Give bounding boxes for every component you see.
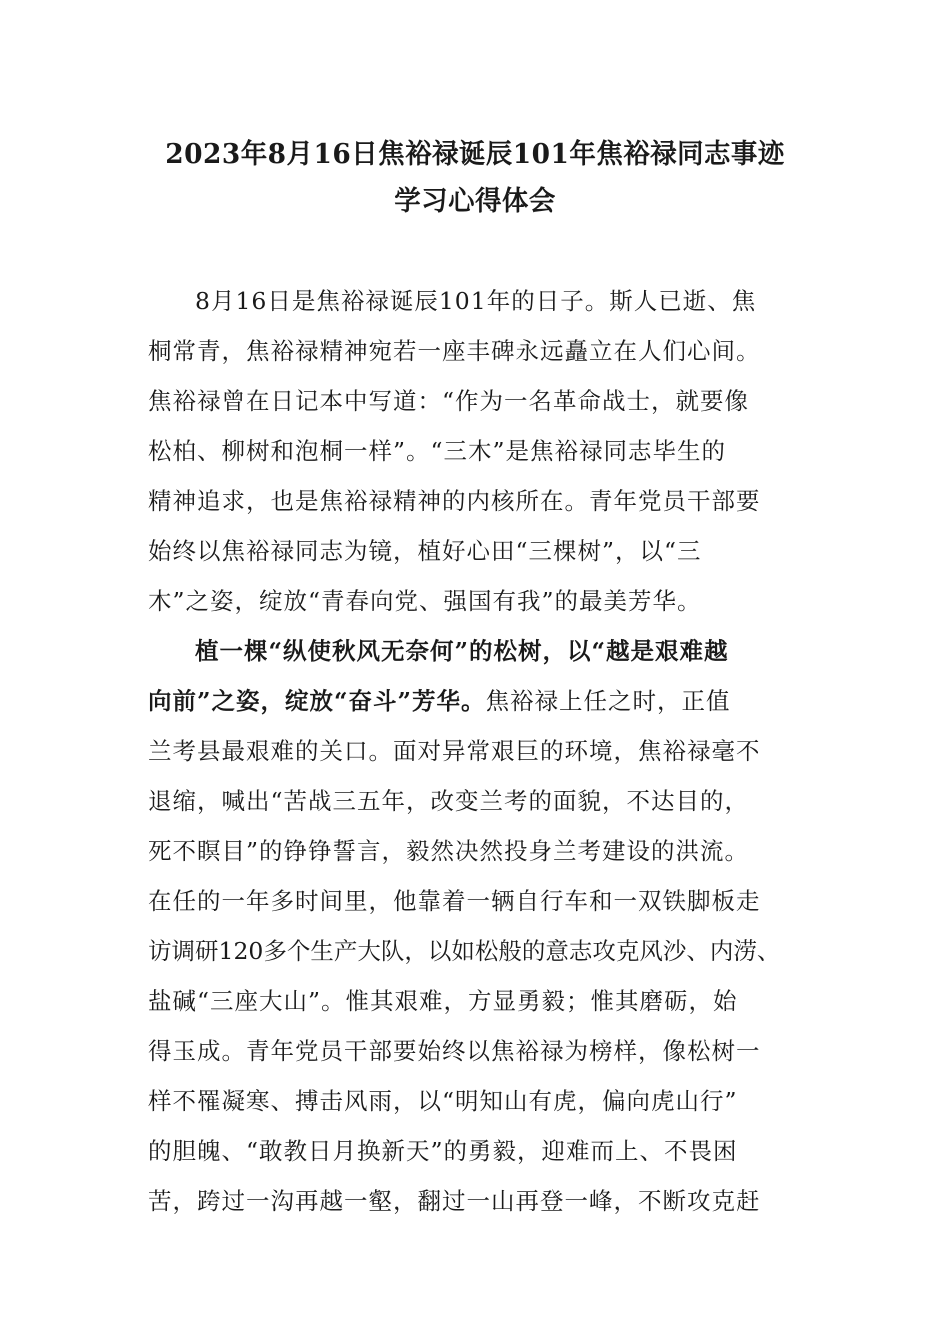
paragraph-2-line-6: 在任的一年多时间里，他靠着一辆自行车和一双铁脚板走: [148, 887, 761, 915]
paragraph-2-line-5: 死不瞑目”的铮铮誓言，毅然决然投身兰考建设的洪流。: [148, 837, 750, 865]
paragraph-1-line-3: 焦裕禄曾在日记本中写道：“作为一名革命战士，就要像: [148, 387, 750, 415]
paragraph-1-line-6: 始终以焦裕禄同志为镜，植好心田“三棵树”，以“三: [148, 537, 702, 565]
paragraph-2-line-2: [148, 684, 731, 718]
paragraph-2-line-7: 访调研120多个生产大队，以如松般的意志攻克风沙、内涝、: [148, 937, 781, 965]
paragraph-2-line-2-text: 焦裕禄上任之时，正值: [485, 687, 731, 715]
paragraph-1-line-7: 木”之姿，绽放“青春向党、强国有我”的最美芳华。: [148, 587, 702, 615]
paragraph-2-line-4: 退缩，喊出“苦战三五年，改变兰考的面貌，不达目的，: [148, 787, 750, 815]
paragraph-2-heading-line-1: 植一棵“纵使秋风无奈何”的松树，以“越是艰难越: [195, 637, 729, 665]
paragraph-2-heading-line-2: 向前”之姿，绽放“奋斗”芳华。: [148, 687, 486, 715]
paragraph-2-line-9: 得玉成。青年党员干部要始终以焦裕禄为榜样，像松树一: [148, 1037, 761, 1065]
document-title-line-1: 2023年8月16日焦裕禄诞辰101年焦裕禄同志事迹: [165, 139, 785, 170]
paragraph-2-line-8: 盐碱“三座大山”。惟其艰难，方显勇毅；惟其磨砺，始: [148, 987, 738, 1015]
paragraph-2-line-3: 兰考县最艰难的关口。面对异常艰巨的环境，焦裕禄毫不: [148, 737, 761, 765]
document-title-line-2: 学习心得体会: [394, 186, 556, 217]
paragraph-2-line-11: 的胆魄、“敢教日月换新天”的勇毅，迎难而上、不畏困: [148, 1137, 738, 1165]
paragraph-1-line-4: 松柏、柳树和泡桐一样”。“三木”是焦裕禄同志毕生的: [148, 437, 727, 465]
paragraph-2-line-10: 样不罹凝寒、搏击风雨，以“明知山有虎，偏向虎山行”: [148, 1087, 738, 1115]
paragraph-1-line-1: 8月16日是焦裕禄诞辰101年的日子。斯人已逝、焦: [195, 287, 757, 315]
paragraph-1-line-2: 桐常青，焦裕禄精神宛若一座丰碑永远矗立在人们心间。: [148, 337, 761, 365]
paragraph-1-line-5: 精神追求，也是焦裕禄精神的内核所在。青年党员干部要: [148, 487, 761, 515]
paragraph-2-line-12: 苦，跨过一沟再越一壑，翻过一山再登一峰，不断攻克赶: [148, 1187, 761, 1215]
